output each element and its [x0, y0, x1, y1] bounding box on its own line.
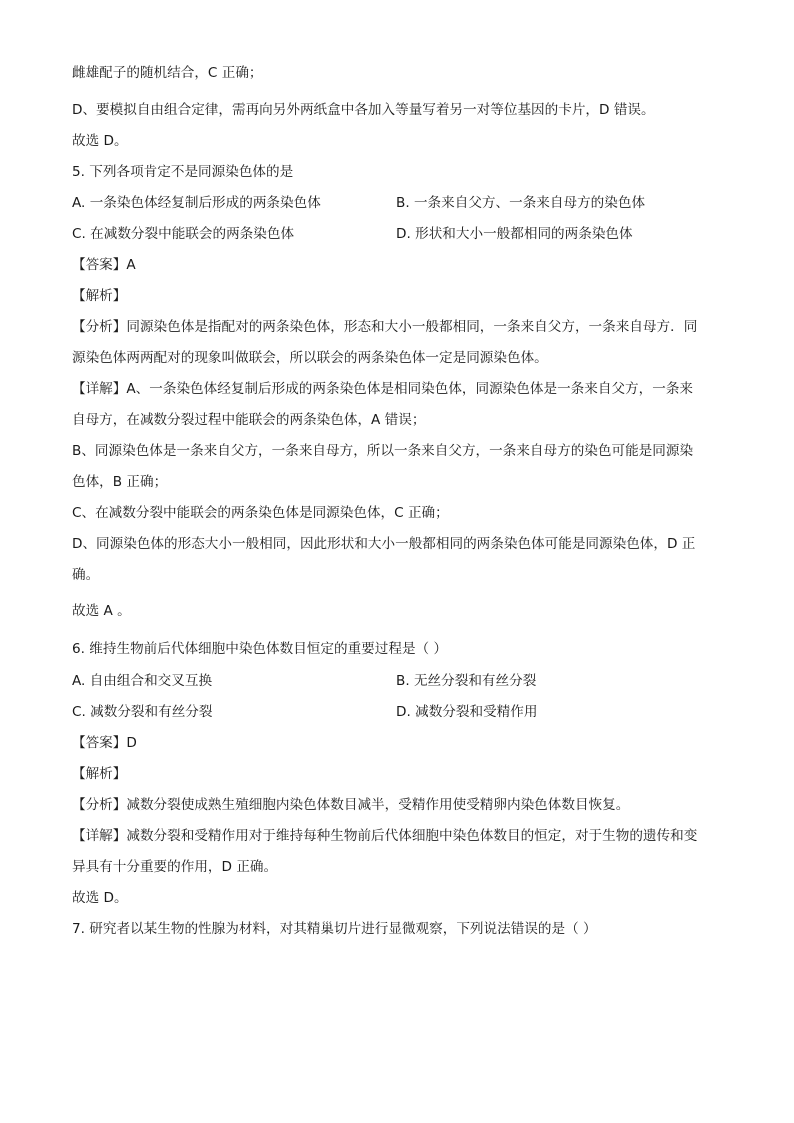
question-7-stem: 7. 研究者以某生物的性腺为材料，对其精巢切片进行显微观察，下列说法错误的是（ ）	[72, 921, 597, 937]
question-6-detail: 异具有十分重要的作用，D 正确。	[72, 859, 278, 875]
question-5-detail: D、同源染色体的形态大小一般相同，因此形状和大小一般都相同的两条染色体可能是同源染色体，D 正	[72, 536, 696, 552]
text-line: D、要模拟自由组合定律，需再向另外两纸盒中各加入等量写着另一对等位基因的卡片，D 错误。	[72, 102, 655, 118]
question-6-option-a: A. 自由组合和交叉互换	[72, 673, 213, 689]
question-5-answer: 【答案】A	[72, 257, 136, 273]
question-5-detail: 色体，B 正确；	[72, 474, 168, 490]
question-5-detail: 自母方，在减数分裂过程中能联会的两条染色体，A 错误；	[72, 412, 426, 428]
question-6-option-d: D. 减数分裂和受精作用	[396, 704, 538, 720]
question-6-option-c: C. 减数分裂和有丝分裂	[72, 704, 213, 720]
question-5-detail: C、在减数分裂中能联会的两条染色体是同源染色体，C 正确；	[72, 505, 449, 521]
text-line: 雌雄配子的随机结合，C 正确；	[72, 65, 263, 81]
question-6-answer: 【答案】D	[72, 735, 137, 751]
question-6-option-b: B. 无丝分裂和有丝分裂	[396, 673, 537, 689]
question-5-detail: 【详解】A、一条染色体经复制后形成的两条染色体是相同染色体，同源染色体是一条来自父方，一条来	[72, 381, 694, 397]
question-5-option-a: A. 一条染色体经复制后形成的两条染色体	[72, 195, 321, 211]
question-5-analysis-heading: 【解析】	[72, 288, 127, 304]
question-6-detail: 【详解】减数分裂和受精作用对于维持每种生物前后代体细胞中染色体数目的恒定，对于生物的遗传和变	[72, 828, 698, 844]
question-6-choice: 故选 D。	[72, 890, 128, 906]
question-5-option-b: B. 一条来自父方、一条来自母方的染色体	[396, 195, 646, 211]
question-6-analysis: 【分析】减数分裂使成熟生殖细胞内染色体数目减半，受精作用使受精卵内染色体数目恢复。	[72, 797, 630, 813]
question-5-choice: 故选 A 。	[72, 603, 131, 619]
text-line: 故选 D。	[72, 133, 128, 149]
question-5-detail: 确。	[72, 567, 100, 583]
question-5-detail: B、同源染色体是一条来自父方，一条来自母方，所以一条来自父方，一条来自母方的染色可能是同源染	[72, 443, 694, 459]
question-5-option-d: D. 形状和大小一般都相同的两条染色体	[396, 226, 633, 242]
question-5-option-c: C. 在减数分裂中能联会的两条染色体	[72, 226, 295, 242]
question-5-analysis: 【分析】同源染色体是指配对的两条染色体，形态和大小一般都相同，一条来自父方，一条来自母方．同	[72, 319, 698, 335]
question-6-stem: 6. 维持生物前后代体细胞中染色体数目恒定的重要过程是（ ）	[72, 641, 448, 657]
question-6-analysis-heading: 【解析】	[72, 766, 127, 782]
question-5-analysis: 源染色体两两配对的现象叫做联会，所以联会的两条染色体一定是同源染色体。	[72, 350, 548, 366]
question-5-stem: 5. 下列各项肯定不是同源染色体的是	[72, 164, 294, 180]
